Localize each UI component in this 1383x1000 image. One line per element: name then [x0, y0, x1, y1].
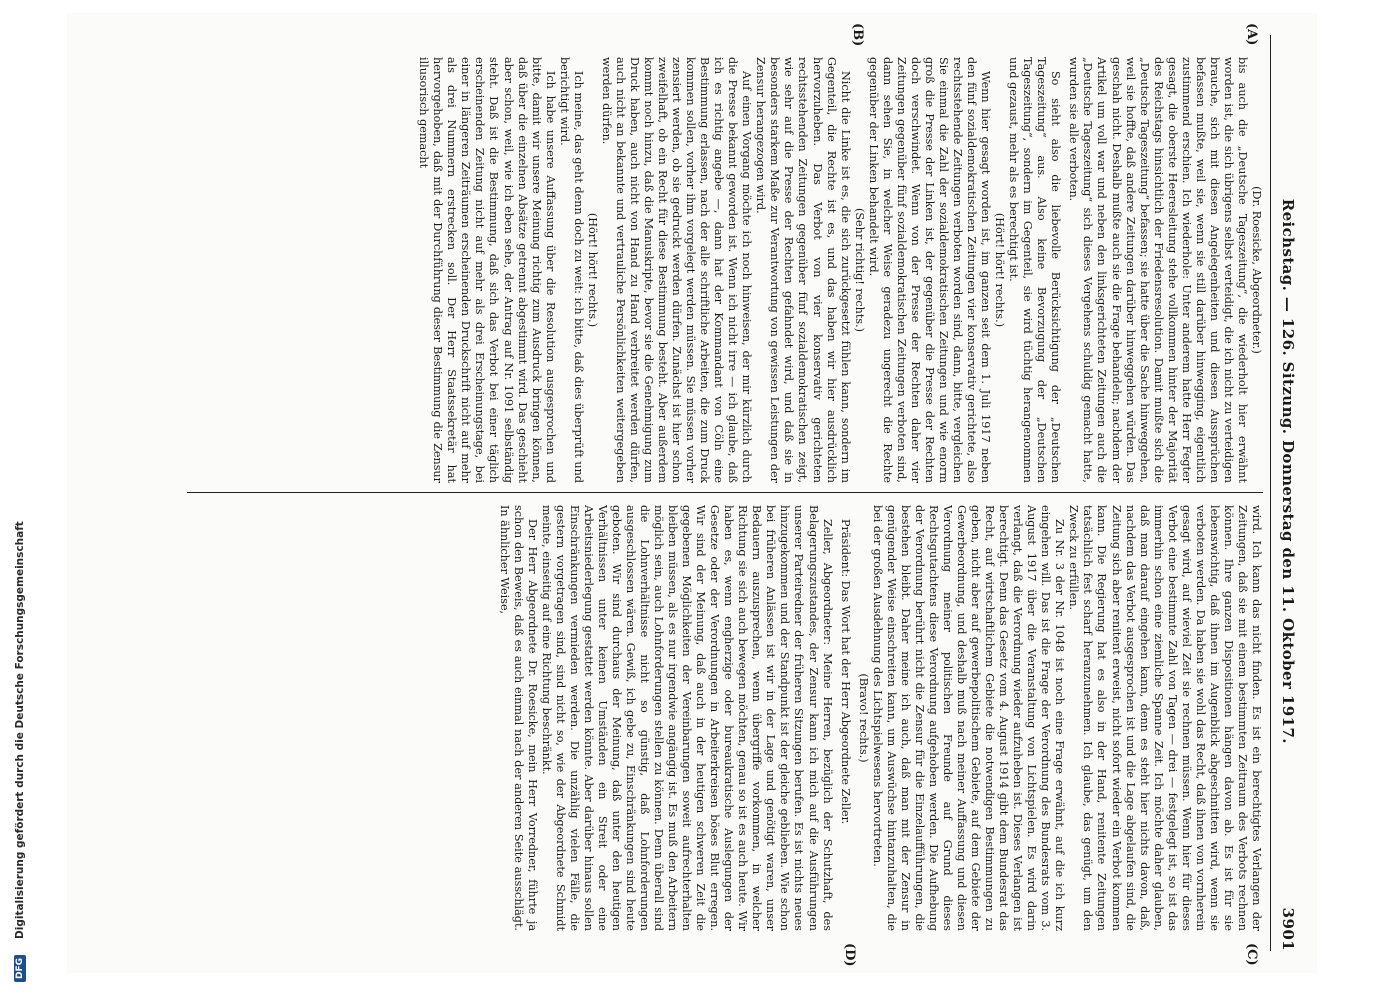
margin-mark-c: (C)	[1243, 943, 1259, 966]
paragraph: Ich meine, das geht denn doch zu weit: ich bitte, daß dies überprüft und berichtigt wird.	[557, 57, 585, 483]
paragraph: bis auch die „Deutsche Tageszeitung“, die wiederholt hier erwähnt worden ist, die sich übrigens selbst verteidigt, die ich nicht zu verteidigen brauche, sich mit diesen Angelegenheiten und diesen Aussprüchen befassen mußte, weil sie, wenn sie still darüber hinwegging, eigentlich zustimmend erschien. Ich wiederhole: Unter anderem hatte Herr Fegter gesagt, die oberste Heeresleitung stehe vollkommen hinter der Majorität des Reichstags hinsichtlich der Friedensresolution. Damit mußte sich die „Deutsche Tageszeitung“ befassen; sie hatte über die Sache hinweggehen, weil sie hoffte, daß andere Zeitungen darüber hinweggehen würden. Das geschah nicht. Deshalb mußte auch sie die Frage behandeln; nachdem der Artikel um voll war und neben den linksgerichteten Zeitungen auch die „Deutsche Tageszeitung“ sich dieses Vergehens schuldig gemacht hatte, wurden sie alle verboten.	[1066, 57, 1249, 483]
digitization-credit	[10, 0, 30, 1000]
header-title: Reichstag. — 126. Sitzung. Donnerstag den 11. Oktober 1917.	[1278, 198, 1297, 744]
audience-reaction: (Hört! hört! rechts.)	[585, 212, 599, 328]
margin-mark-a: (A)	[1243, 23, 1259, 46]
paragraph: wird. Ich kann das nicht finden. Es ist ein berechtigtes Verlangen der Zeitungen, daß sie mit einem bestimmten Zeitraum des Verbots rechnen können. Ihre ganzen Dispositionen hängen davon ab. Es ist für sie lebenswichtig, daß ihnen im Augenblick abgeschnitten wird, wenn sie verboten werden. Da haben sie wohl das Recht, daß ihnen von vornherein gesagt wird, auf wieviel Zeit sie rechnen müssen. Wenn hier für dieses Verbot eine bestimmte Zahl von Tagen — drei — festgelegt ist, so ist das immerhin schon eine ziemliche Spanne Zeit. Ich möchte daher glauben, daß man darauf eingehen kann, denn es steht hier nichts davon, daß, nachdem das Verbot ausgesprochen ist und die Lage abgelaufen sind, die Zeitung sich aber renitent erweist, nicht sofort wieder ein Verbot kommen kann. Die Regierung hat es also in der Hand, renitente Zeitungen tatsächlich fest scharf heranzunehmen. Ich glaube, das genügt, um den Zweck zu erfüllen.	[1066, 505, 1263, 931]
paragraph: Zeller, Abgeordneter: Meine Herren, bezüglich der Schutzhaft, des Belagerungszustandes, der Zensur kann ich mich auf die Ausführungen unserer Parteiredner der früheren Sitzungen berufen. Es ist nichts neues hinzugekommen und der Standpunkt ist der gleiche geblieben. Wie schon bei früheren Anlässen ist wir in der Lage und genötigt waren, unser Bedauern auszusprechen, wenn übergriffe vorkommen, in welcher Richtung sie sich auch bewegen möchten, genau so ist es auch heute. Wir haben es, wenn engherzige oder bureaukratische Auslegungen der Gesetze oder der Verordnungen in Arbeiterkreisen böses Blut erregen. Wir sind der Meinung, daß auch in der heutigen schweren Zeit die gegebenen Möglichkeiten der Vereinbarungen soweit aufrechterhalten bleiben müssen, als es nur irgendwie angängig ist. Es muß den Arbeitern möglich sein, auch Lohnforderungen stellen zu können. Denn überall sind die Lohnverhältnisse nicht so günstig, daß Lohnforderungen ausgeschlossen wären. Gewiß, ich gebe zu, Einschränkungen sind heute geboten. Wir sind durchaus der Meinung, daß unter den heutigen Verhältnissen unter keinen Umständen ein Streit oder eine Arbeitsniederlegung gestattet werden könnte. Aber darüber hinaus sollen Einschränkungen vermieden werden. Die unzählig vielen Fälle, die gestern vorgetragen sind, sind nicht so, wie der Abgeordnete Schmidt meinte, einseitig auf eine Richtung beschränkt.	[539, 505, 834, 931]
paragraph: Ich habe unsere Auffassung über die Resolution ausgesprochen und bitte, damit wir unsere Meinung richtig zum Ausdruck bringen können, daß über die einzelnen Absätze getrennt abgestimmt wird. Das geschieht aber schon, weil, wie ich eben sehe, der Antrag auf Nr. 1091 selbständig steht. Daß ist die Bestimmung, daß sich das Verbot bei einer täglich erscheinenden Zeitung nicht auf mehr als drei Erscheinungstage, bei einer in längeren Zeiträumen erscheinenden Druckschrift nicht auf mehr als drei Nummern erstrecken soll. Der Herr Staatssekretär hat hervorgehoben, daß mit der Durchführung dieser Bestimmung die Zensur illusorisch gemacht	[416, 57, 557, 483]
right-column	[87, 505, 1263, 931]
header-rule	[1269, 35, 1270, 951]
page-header	[1273, 35, 1303, 951]
president-statement: Präsident: Das Wort hat der Herr Abgeordnete Zeller.	[838, 519, 852, 825]
paragraph: Der Herr Abgeordnete Dr. Roesicke, mein Herr Vorredner, führte ja schon den Beweis, daß es auch einmal nach der anderen Seite ausschlägt. In ähnlicher Weise,	[497, 505, 539, 931]
audience-reaction: (Sehr richtig! rechts.)	[852, 207, 866, 333]
rotated-page	[67, 13, 1317, 973]
credit-text: Digitalisierung gefördert durch die Deutsche Forschungsgemeinschaft	[14, 521, 26, 939]
page-number: 3901	[1278, 907, 1297, 951]
margin-mark-d: (D)	[841, 943, 857, 967]
paragraph: Wenn hier gesagt worden ist, im ganzen seit dem 1. Juli 1917 neben den fünf sozialdemokratischen Zeitungen vier konservativ gerichtete, also rechtsstehende Zeitungen verboten worden sind, dann, bitte, vergleichen Sie einmal die Zahl der sozialdemokratischen Zeitungen und wie enorm groß die Presse der Linken ist, der gegenüber die Presse der Rechten doch verschwindet. Wenn von der Presse der Rechten daher vier Zeitungen gegenüber fünf sozialdemokratischen Zeitungen verboten sind, dann sehen Sie, in welcher Weise geradezu ungerecht die Rechte gegenüber der Linken behandelt wird.	[866, 57, 992, 483]
audience-reaction: (Bravo! rechts.)	[856, 673, 870, 763]
dfg-logo-icon: DFG	[14, 955, 26, 982]
paragraph: Nicht die Linke ist es, die sich zurückgesetzt fühlen kann, sondern im Gegenteil, die Rechte ist es, und das haben wir hier ausdrücklich hervorzuheben. Das Verbot von vier konservativ gerichteten rechtsstehenden Zeitungen gegenüber fünf sozialdemokratischen zeigt, wie sehr auf die Presse der Rechten gefahndet wird, und daß sie in besonders starkem Maße zur Verantwortung von gewissen Leistungen der Zensur herangezogen wird.	[753, 57, 852, 483]
paragraph: Auf einen Vorgang möchte ich noch hinweisen, der mir kürzlich durch die Presse bekannt geworden ist. Wenn ich nicht irre — ich glaube, daß ich es richtig angebe —, dann hat der Kommandant von Cöln eine Bestimmung erlassen, nach der alle schriftliche Arbeiten, die zum Druck kommen sollen, vorher ihm vorgelegt werden müssen. Sie müssen vorher zensiert werden, ob sie gedruckt werden dürfen. Zunächst ist hier schon zweifelhaft, ob ein Recht für diese Bestimmung besteht. Aber außerdem kommt noch hinzu, daß die Manuskripte, bevor sie die Genehmigung zum Druck haben, auch nicht von Hand zu Hand verbreitet werden dürfen, auch nicht an bekannte und vertrauliche Persönlichkeiten weitergegeben werden dürfen.	[599, 57, 753, 483]
column-divider	[187, 492, 1263, 493]
left-column	[87, 57, 1263, 483]
margin-mark-b: (B)	[849, 23, 865, 47]
speaker-intro: (Dr. Roesicke, Abgeordneter.)	[1249, 186, 1263, 354]
audience-reaction: (Hört! hört! rechts.)	[992, 212, 1006, 328]
paragraph: So sieht also die liebevolle Berücksichtigung der „Deutschen Tageszeitung“ aus. Also keine Bevorzugung der „Deutschen Tageszeitung“, sondern im Gegenteil, sie wird tüchtig herangenommen und gezaust, mehr als es berechtigt ist.	[1006, 57, 1062, 483]
paragraph: Zu Nr. 3 der Nr. 1048 ist noch eine Frage erwähnt, auf die ich kurz eingehen will. Das ist die Frage der Verordnung des Bundesrats vom 3. August 1917 über die Veranstaltung von Lichtspielen. Es wird darin verlangt, daß die Verordnung wieder aufzuheben ist. Dieses Verlangen ist berechtigt. Denn das Gesetz vom 4. August 1914 gibt dem Bundesrat das Recht, auf wirtschaftlichem Gebiete die notwendigen Bestimmungen zu geben, nicht aber auf gewerbepolitischem Gebiete, auf dem Gebiete der Gewerbeordnung, und deshalb muß nach meiner Auffassung und diesen Verordnung meiner politischen Freunde auf Grund dieses Rechtsgutachtens diese Verordnung aufgehoben werden. Die Aufhebung der Verordnung berührt nicht die Zensur für die Einzelaufführungen, die bestehen bleibt. Daher meine ich auch, daß man mit der Zensur in genügender Weise einschreiten kann, um Auswüchse hintanzuhalten, die bei der großen Ausdehnung des Lichtspielwesens hervortreten.	[870, 505, 1066, 931]
